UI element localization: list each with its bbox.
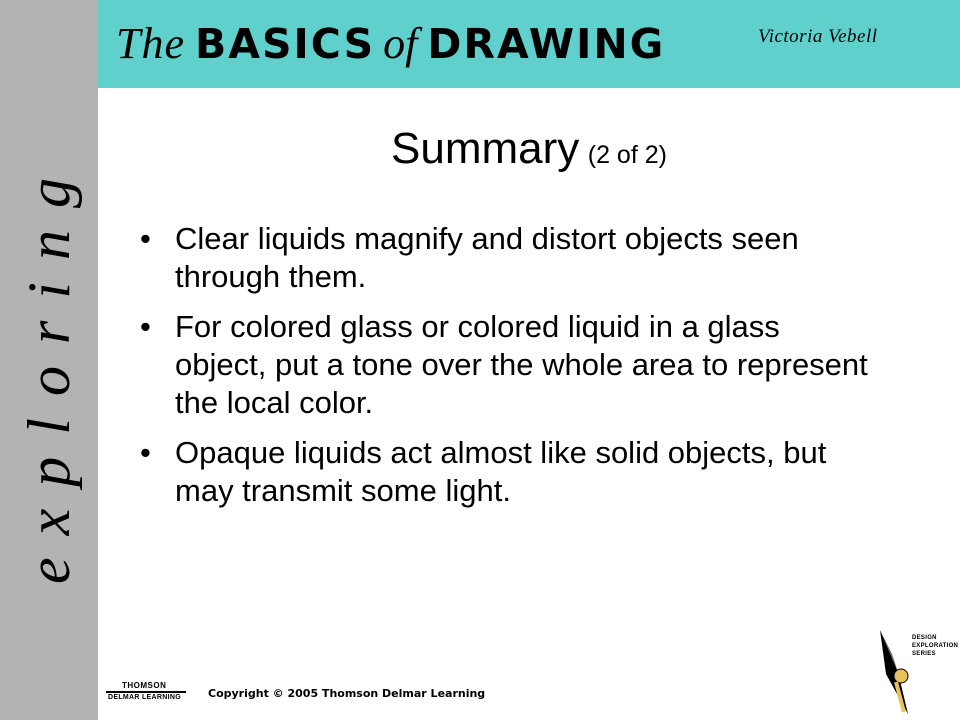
bullet-item bbox=[140, 220, 870, 296]
sidebar-vertical-word: exploring bbox=[16, 156, 82, 584]
bullet-text: Opaque liquids act almost like solid objects, but may transmit some light. bbox=[175, 435, 827, 508]
series-line-series: SERIES bbox=[912, 651, 936, 657]
bullet-marker: • bbox=[140, 221, 151, 256]
copyright-notice: Copyright © 2005 Thomson Delmar Learning bbox=[208, 687, 486, 700]
book-title-basics: BASICS bbox=[195, 20, 376, 68]
left-sidebar bbox=[0, 0, 98, 720]
book-title-of: of bbox=[383, 19, 418, 68]
bullet-marker: • bbox=[140, 435, 151, 470]
bullet-text: For colored glass or colored liquid in a glass object, put a tone over the whole area to represent the local color. bbox=[175, 309, 868, 420]
book-title-the: The bbox=[116, 19, 185, 68]
author-name: Victoria Vebell bbox=[758, 26, 878, 47]
slide-title-main: Summary bbox=[391, 124, 580, 173]
bullet-item bbox=[140, 308, 870, 422]
bullet-text: Clear liquids magnify and distort objects seen through them. bbox=[175, 221, 799, 294]
book-title bbox=[116, 18, 665, 70]
slide-title bbox=[0, 124, 960, 174]
series-line-design: DESIGN bbox=[912, 635, 937, 641]
series-line-exploration: EXPLORATION bbox=[912, 643, 959, 649]
logo-delmar-text: DELMAR LEARNING bbox=[108, 694, 181, 701]
logo-thomson-text: THOMSON bbox=[122, 681, 167, 690]
header-band bbox=[98, 0, 960, 88]
bullet-list bbox=[140, 220, 870, 522]
series-label bbox=[912, 634, 958, 658]
slide-title-subtitle: (2 of 2) bbox=[587, 141, 667, 169]
bullet-marker: • bbox=[140, 309, 151, 344]
bullet-item bbox=[140, 434, 870, 510]
logo-rule bbox=[106, 691, 186, 693]
thomson-logo bbox=[106, 681, 186, 703]
book-title-drawing: DRAWING bbox=[427, 20, 666, 68]
